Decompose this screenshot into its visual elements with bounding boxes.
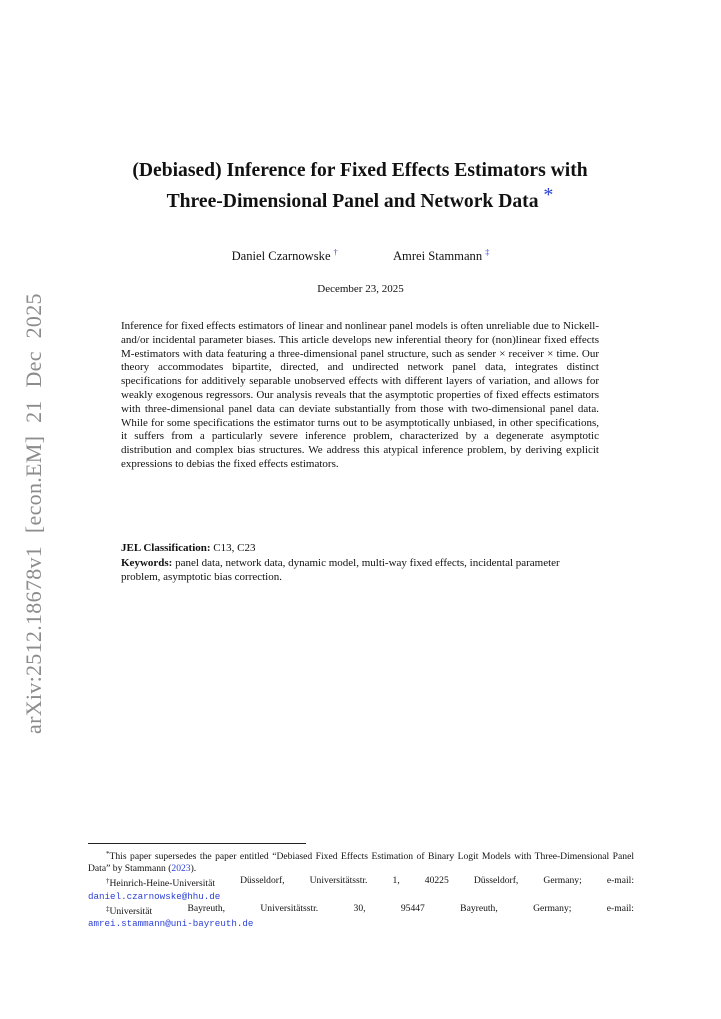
footnote-1-text-b: ). (190, 863, 197, 875)
keywords-value: panel data, network data, dynamic model, multi-way fixed effects, incidental parameter problem, asymptotic bias correction. (121, 557, 560, 583)
author-1 (232, 247, 338, 264)
footnote-2-part-2: Düsseldorf, (240, 875, 285, 887)
footnote-3-part-1: ‡Universität (106, 904, 153, 917)
title-line-1: (Debiased) Inference for Fixed Effects Estimators with (132, 160, 588, 181)
footnote-3-mark: ‡ (106, 904, 110, 913)
jel-value: C13, C23 (213, 542, 256, 554)
author-1-name: Daniel Czarnowske (231, 249, 331, 263)
footnote-3-part-3: Universitätsstr. (260, 902, 319, 914)
footnote-3 (88, 903, 634, 930)
footnote-1-mark: * (106, 850, 110, 858)
author-2 (393, 247, 489, 264)
paper-title (80, 155, 640, 217)
footnote-2-part-3: Universitätsstr. (309, 875, 368, 887)
paper-date: December 23, 2025 (317, 283, 404, 295)
footnote-3-part-7: Germany; (533, 902, 572, 914)
jel-label: JEL Classification: (121, 542, 211, 554)
keywords-label: Keywords: (121, 557, 173, 569)
footnote-1-text-a: This paper supersedes the paper entitled “Debiased Fixed Effects Estimation of Binary Logit Models with Three-Dimensional Panel Data” by Stammann ( (88, 851, 634, 875)
footnote-2 (88, 875, 634, 902)
author-2-footnote-link[interactable]: ‡ (485, 247, 490, 257)
footnote-3-address (88, 903, 634, 918)
footnote-1 (88, 848, 634, 875)
footnote-2-part-7: Germany; (543, 875, 582, 887)
footnote-2-address (88, 875, 634, 890)
email-link-czarnowske[interactable]: daniel.czarnowske@hhu.de (88, 890, 221, 902)
footnotes (88, 848, 634, 930)
footnote-2-mark: † (106, 877, 110, 886)
citation-link-2023[interactable]: 2023 (171, 863, 191, 875)
footnote-3-part-5: 95447 (400, 902, 425, 914)
footnote-3-part-6: Bayreuth, (460, 902, 498, 914)
title-footnote-link[interactable]: * (543, 184, 554, 206)
footnote-3-part-2: Bayreuth, (187, 902, 226, 914)
author-2-name: Amrei Stammann (392, 249, 483, 263)
arxiv-stamp (18, 283, 52, 735)
footnote-2-part-1: †Heinrich-Heine-Universität (106, 877, 215, 890)
footnote-3-part-4: 30, (353, 902, 366, 914)
author-list (0, 247, 721, 264)
title-line-2-wrap (80, 186, 640, 217)
footnote-2-part-8: e-mail: (606, 875, 634, 887)
arxiv-stamp-text: arXiv:2512.18678v1 [econ.EM] 21 Dec 2025 (21, 293, 46, 734)
footnote-2-part-4: 1, (392, 875, 400, 887)
title-line-2: Three-Dimensional Panel and Network Data (166, 191, 539, 212)
author-1-footnote-link[interactable]: † (333, 247, 338, 257)
jel-classification (121, 541, 599, 555)
footnote-2-part-6: Düsseldorf, (473, 875, 519, 887)
footnote-3-part-8: e-mail: (606, 902, 634, 914)
email-link-stammann[interactable]: amrei.stammann@uni-bayreuth.de (88, 918, 254, 930)
abstract: Inference for fixed effects estimators of linear and nonlinear panel models is often unreliable due to Nickell- and/or incidental parameter biases. This article develops new inferential theory for (non)linear fixed effects M-estimators with data featuring a three-dimensional panel structure, such as sender × receiver × time. Our theory accommodates bipartite, directed, and undirected network panel data, integrates distinct specifications for additively separable unobserved effects with different layers of variation, and allows for weakly exogenous regressors. Our analysis reveals that the asymptotic properties of fixed effects estimators with three-dimensional panel data can deviate substantially from those with two-dimensional panel data. While for some specifications the estimator turns out to be asymptotically unbiased, in other specifications, it suffers from a particularly severe inference problem, characterized by a degenerate asymptotic distribution and complex bias structures. We address this atypical inference problem, by deriving explicit expressions to debias the fixed effects estimators. (121, 320, 599, 470)
keywords (121, 556, 599, 584)
footnote-2-part-5: 40225 (424, 875, 449, 887)
footnote-rule (88, 843, 306, 844)
